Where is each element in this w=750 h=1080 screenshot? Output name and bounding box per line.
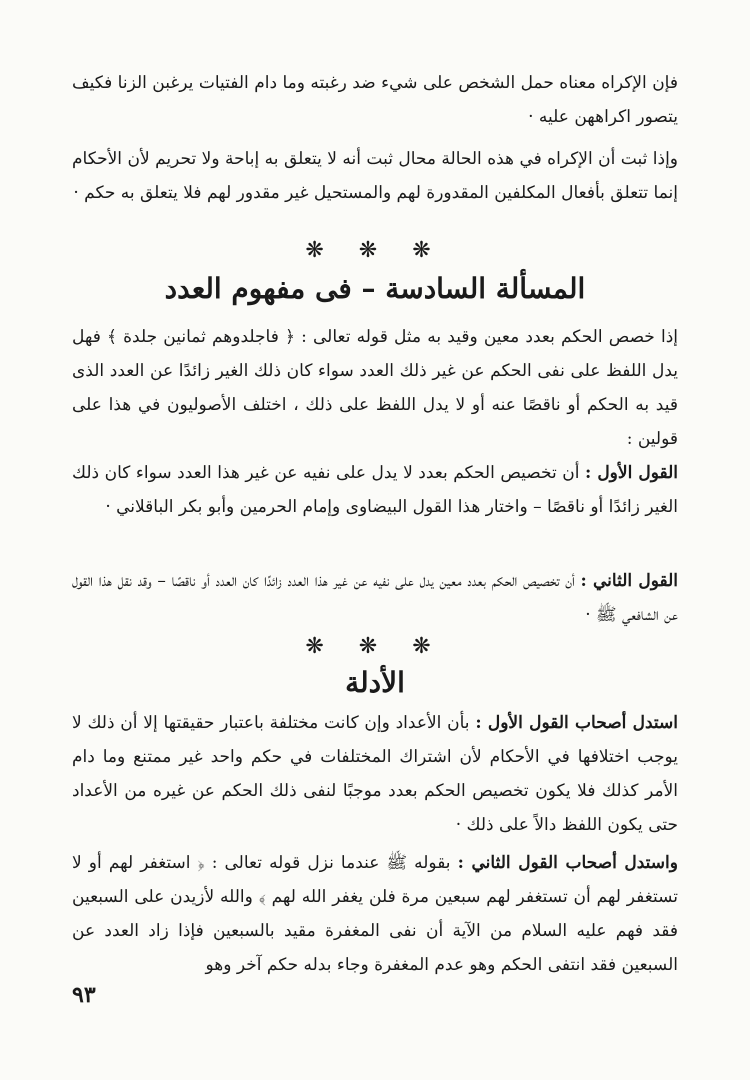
paragraph-second-evidence — [72, 846, 678, 982]
second-opinion-text: أن تخصيص الحكم بعدد معين يدل على نفيه عن غير هذا العدد زائدًا كان العدد أو ناقصًا – وقد نقل هذا القول عن الشافعي ﷺ · — [72, 571, 678, 625]
paragraph-intro: إذا خصص الحكم بعدد معين وقيد به مثل قوله تعالى : ﴿ فاجلدوهم ثمانين جلدة ﴾ فهل يدل اللفظ على نفى الحكم عن غير ذلك العدد سواء كان ذلك الغير زائدًا عن العدد الذى قيد به الحكم أو ناقصًا عنه أو لا يدل اللفظ على ذلك ، اختلف الأصوليون في هذا على قولين : — [72, 327, 678, 449]
first-evidence-text: بأن الأعداد وإن كانت مختلفة باعتبار حقيقتها إلا أن ذلك لا يوجب اختلافها في الأحكام لأن اشتراك المختلفات في حكم واحد غير ممتنع وما دام الأمر كذلك فلا يكون تخصيص الحكم بعدد موجبًا لنفى ذلك الحكم عن غيره من الأعداد حتى يكون اللفظ دالاً على ذلك · — [72, 713, 678, 835]
second-evidence-label: واستدل أصحاب القول الثاني : — [457, 853, 678, 873]
first-evidence-label: استدل أصحاب القول الأول : — [475, 713, 678, 733]
section-separator-middle: ❋ ❋ ❋ — [305, 634, 445, 659]
evidence-title: الأدلة — [345, 666, 405, 699]
section-separator-top: ❋ ❋ ❋ — [305, 238, 445, 263]
second-evidence-text: بقوله ﷺ عندما نزل قوله تعالى : ﴿ استغفر لهم أو لا تستغفر لهم أن تستغفر لهم سبعين مرة فلن يغفر الله لهم ﴾ والله لأزيدن على السبعين فقد فهم عليه السلام من الآية أن نفى المغفرة مقيد بالسبعين فإذا زاد العدد عن السبعين فقد انتفى الحكم وهو عدم المغفرة وجاء بدله حكم آخر وهو — [72, 853, 678, 975]
first-opinion-text: أن تخصيص الحكم بعدد لا يدل على نفيه عن غير هذا العدد سواء كان ذلك الغير زائدًا أو ناقصًا – واختار هذا القول البيضاوى وإمام الحرمين وأبو بكر الباقلاني · — [72, 463, 678, 517]
paragraph-ruling: وإذا ثبت أن الإكراه في هذه الحالة محال ثبت أنه لا يتعلق به إباحة ولا تحريم لأن الأحكام إنما تتعلق بأفعال المكلفين المقدورة لهم والمستحيل غير مقدور لهم فلا يتعلق به حكم · — [72, 149, 678, 203]
paragraph-first-opinion — [72, 456, 678, 524]
first-opinion-label: القول الأول : — [585, 463, 678, 483]
second-opinion-label: القول الثاني : — [580, 571, 678, 591]
section-title: المسألة السادسة – فى مفهوم العدد — [164, 272, 586, 305]
paragraph-second-opinion — [72, 564, 678, 632]
paragraph-coercion: فإن الإكراه معناه حمل الشخص على شيء ضد رغبته وما دام الفتيات يرغبن الزنا فكيف يتصور اكراههن عليه · — [72, 73, 678, 127]
paragraph-first-evidence — [72, 706, 678, 842]
page-number: ٩٣ — [72, 982, 96, 1008]
